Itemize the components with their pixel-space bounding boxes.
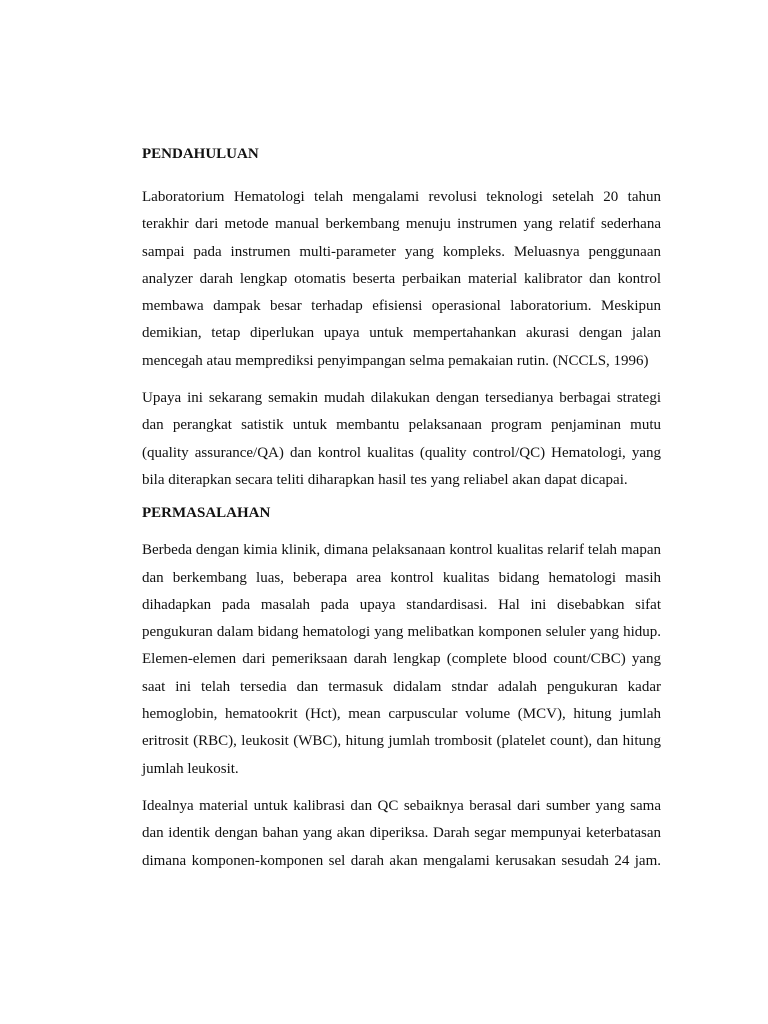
paragraph-line: Upaya ini sekarang semakin mudah dilakukan dengan tersedianya berbagai strategi — [142, 390, 661, 407]
paragraph-line: saat ini telah tersedia dan termasuk didalam stndar adalah pengukuran kadar — [142, 678, 661, 695]
section-heading-permasalahan: PERMASALAHAN — [142, 505, 271, 522]
paragraph-line: pengukuran dalam bidang hematologi yang melibatkan komponen seluler yang hidup. — [142, 624, 661, 641]
paragraph-line: terakhir dari metode manual berkembang menuju instrumen yang relatif sederhana — [142, 216, 661, 233]
paragraph-line: Laboratorium Hematologi telah mengalami revolusi teknologi setelah 20 tahun — [142, 189, 661, 205]
paragraph-line: analyzer darah lengkap otomatis beserta perbaikan material kalibrator dan kontrol — [142, 270, 661, 287]
paragraph-permasalahan-2 — [142, 793, 661, 875]
paragraph-line: Elemen-elemen dari pemeriksaan darah lengkap (complete blood count/CBC) yang — [142, 651, 661, 668]
paragraph-line: sampai pada instrumen multi-parameter yang kompleks. Meluasnya penggunaan — [142, 243, 661, 260]
paragraph-pendahuluan-2 — [142, 385, 661, 494]
paragraph-line: demikian, tetap diperlukan upaya untuk mempertahankan akurasi dengan jalan — [142, 325, 661, 342]
paragraph-permasalahan-1 — [142, 537, 661, 783]
paragraph-line: bila diterapkan secara teliti diharapkan hasil tes yang reliabel akan dapat dicapai. — [142, 471, 628, 488]
paragraph-line: dan identik dengan bahan yang akan diperiksa. Darah segar mempunyai keterbatasan — [142, 825, 661, 842]
paragraph-line: dihadapkan pada masalah pada upaya standardisasi. Hal ini disebabkan sifat — [142, 596, 661, 613]
paragraph-pendahuluan-1 — [142, 184, 661, 375]
paragraph-line: jumlah leukosit. — [142, 760, 239, 777]
document-body — [142, 144, 661, 875]
paragraph-line: membawa dampak besar terhadap efisiensi operasional laboratorium. Meskipun — [142, 298, 661, 315]
paragraph-line: eritrosit (RBC), leukosit (WBC), hitung jumlah trombosit (platelet count), dan hitung — [142, 733, 661, 750]
paragraph-line: mencegah atau memprediksi penyimpangan selma pemakaian rutin. (NCCLS, 1996) — [142, 352, 649, 369]
paragraph-line: dimana komponen-komponen sel darah akan mengalami kerusakan sesudah 24 jam. — [142, 852, 661, 869]
paragraph-line: Idealnya material untuk kalibrasi dan QC sebaiknya berasal dari sumber yang sama — [142, 797, 661, 814]
paragraph-line: hemoglobin, hematookrit (Hct), mean carpuscular volume (MCV), hitung jumlah — [142, 706, 661, 723]
section-heading-pendahuluan: PENDAHULUAN — [142, 146, 259, 162]
paragraph-line: dan perangkat satistik untuk membantu pelaksanaan program penjaminan mutu — [142, 417, 661, 434]
paragraph-line: (quality assurance/QA) dan kontrol kualitas (quality control/QC) Hematologi, yang — [142, 444, 661, 461]
paragraph-line: dan berkembang luas, beberapa area kontrol kualitas bidang hematologi masih — [142, 569, 661, 586]
paragraph-line: Berbeda dengan kimia klinik, dimana pelaksanaan kontrol kualitas relarif telah mapan — [142, 542, 661, 559]
